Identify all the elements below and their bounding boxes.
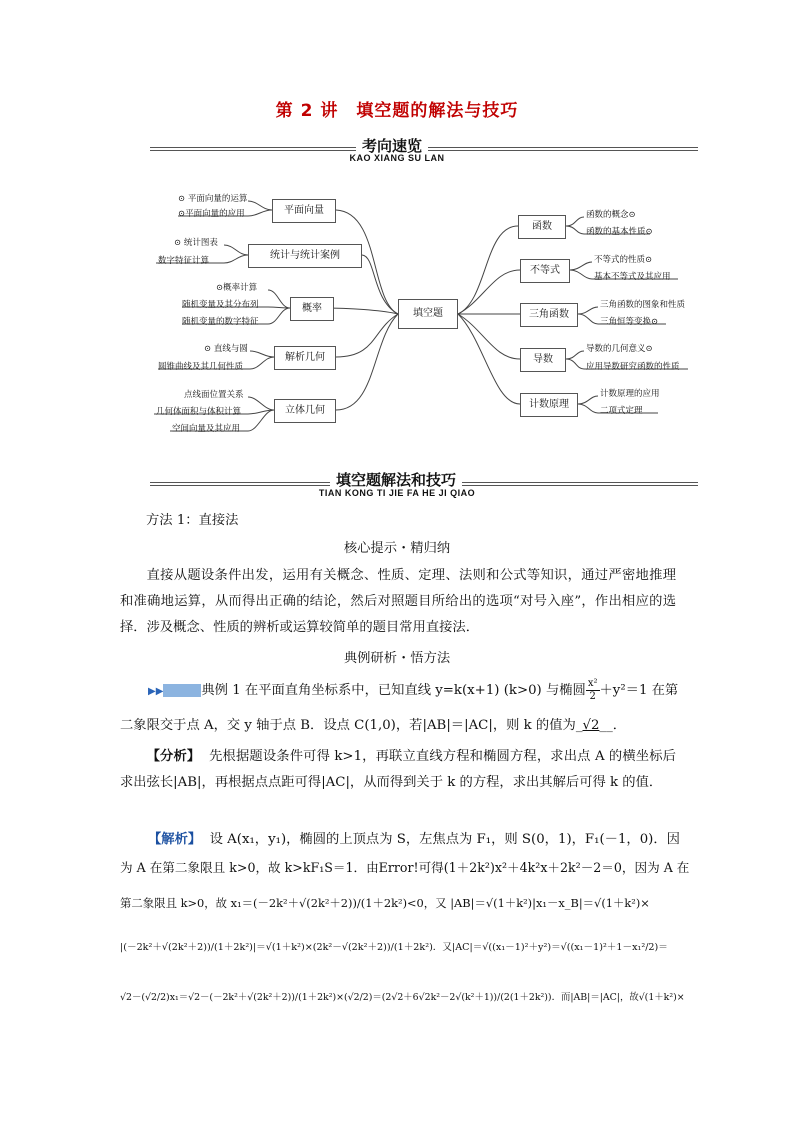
mindmap-leaf: 几何体面积与体积计算 <box>156 407 242 417</box>
mindmap-leaf: 点线面位置关系 <box>184 390 244 400</box>
solution-line-1: 【解析】 设 A(x₁，y₁)，椭圆的上顶点为 S，左焦点为 F₁，则 S(0，1)，F₁(－1，0)．因 <box>148 832 680 847</box>
solution-line-5: √2－(√2/2)x₁＝√2－(－2k²＋√(2k²＋2))/(1＋2k²)×(√2/2)＝(2√2＋6√2k²－2√(k²＋1))/(2(1＋2k²))．而|AB|＝|AC|，故√(1＋k²)× <box>120 992 685 1003</box>
mindmap-node-derivatives: 导数 <box>520 348 566 372</box>
mindmap-leaf: 函数的基本性质⊙ <box>586 227 653 237</box>
mindmap-node-analytic-geometry: 解析几何 <box>274 346 336 370</box>
mindmap-node-counting: 计数原理 <box>520 393 578 417</box>
mindmap-node-trig: 三角函数 <box>520 303 578 327</box>
section-subtitle: KAO XIANG SU LAN <box>349 153 445 163</box>
example-heading: 典例研析・悟方法 <box>343 651 451 666</box>
ellipse-fraction: $\frac{\text{x²}}{2}$ <box>587 678 598 702</box>
mindmap-leaf: 应用导数研究函数的性质 <box>586 362 680 372</box>
mindmap-node-functions: 函数 <box>518 215 566 239</box>
solution-line-4: |(－2k²＋√(2k²＋2))/(1＋2k²)|＝√(1＋k²)×(2k²－√(2k²＋2))/(1＋2k²)．又|AC|＝√((x₁－1)²＋y²)＝√((x₁－1)²＋1－x₁²/2)＝ <box>120 942 668 953</box>
solution-line-3: 第二象限且 k>0，故 x₁＝(－2k²＋√(2k²＋2))/(1＋2k²)<0，又 |AB|＝√(1＋k²)|x₁－x_B|＝√(1＋k²)× <box>120 896 650 910</box>
mindmap-leaf: 圆锥曲线及其几何性质 <box>158 362 244 372</box>
mindmap-leaf: 随机变量及其分布列 <box>182 300 259 310</box>
mindmap-leaf: 导数的几何意义⊙ <box>586 344 653 354</box>
mindmap-leaf: 基本不等式及其应用 <box>594 272 671 282</box>
analysis-paragraph: 【分析】 先根据题设条件可得 k>1，再联立直线方程和椭圆方程，求出点 A 的横坐标后求出弦长|AB|，再根据点点距可得|AC|，从而得到关于 k 的方程，求出其解后可得 k 的值． <box>120 749 676 790</box>
mindmap-node-statistics: 统计与统计案例 <box>248 244 362 268</box>
page-title: 第 2 讲 填空题的解法与技巧 <box>275 101 519 121</box>
mindmap-leaf: 计数原理的应用 <box>600 389 660 399</box>
mindmap-leaf: 不等式的性质⊙ <box>594 255 653 265</box>
example-line-2: 二象限交于点 A，交 y 轴于点 B．设点 C(1,0)，若|AB|＝|AC|，则 k 的值为_√2__． <box>120 718 627 733</box>
mindmap-leaf: 随机变量的数字特征 <box>182 317 259 327</box>
arrow-icon: ▶▶ <box>148 686 164 697</box>
section-title: 填空题解法和技巧 <box>330 469 462 490</box>
example-line-1: ▶▶ 典例 1 在平面直角坐标系中，已知直线 y=k(x+1) (k>0) 与椭圆 $\frac{\text{x²}}{2}$ ＋y²＝1 在第 <box>148 678 679 702</box>
mindmap-leaf: 数字特征计算 <box>158 256 210 266</box>
core-tip-heading: 核心提示・精归纳 <box>343 541 451 556</box>
mindmap-node-vectors: 平面向量 <box>272 199 336 223</box>
method-description: 直接从题设条件出发，运用有关概念、性质、定理、法则和公式等知识，通过严密地推理和准确地运算，从而得出正确的结论，然后对照题目所给出的选项“对号入座”，作出相应的选择．涉及概念、性质的辨析或运算较简单的题目常用直接法． <box>120 568 676 635</box>
mindmap-node-inequalities: 不等式 <box>520 259 570 283</box>
mindmap-leaf: 三角恒等变换⊙ <box>600 317 659 327</box>
solution-label: 【解析】 <box>148 832 202 847</box>
mindmap-leaf: ⊙概率计算 <box>216 283 258 293</box>
mindmap-center-node: 填空题 <box>398 299 458 329</box>
mindmap-node-probability: 概率 <box>290 297 334 321</box>
example-tag-box <box>163 684 201 697</box>
mindmap-leaf: ⊙平面向量的应用 <box>178 209 245 219</box>
mindmap-leaf: 空间向量及其应用 <box>172 424 241 434</box>
mindmap-leaf: ⊙ 直线与圆 <box>204 344 248 354</box>
mindmap-leaf: 三角函数的图象和性质 <box>600 300 686 310</box>
section-subtitle: TIAN KONG TI JIE FA HE JI QIAO <box>318 488 476 498</box>
analysis-label: 【分析】 <box>146 749 201 764</box>
method-heading: 方法 1：直接法 <box>146 513 239 528</box>
mindmap-leaf: 二项式定理 <box>600 406 643 416</box>
solution-line-2: 为 A 在第二象限且 k>0，故 k>kF₁S＝1．由Error!可得(1＋2k²)x²＋4k²x＋2k²－2＝0，因为 A 在 <box>120 860 690 875</box>
mindmap-leaf: ⊙ 平面向量的运算 <box>178 194 248 204</box>
section-title: 考向速览 <box>356 135 428 156</box>
example-answer: √2 <box>582 718 600 733</box>
mindmap-node-solid-geometry: 立体几何 <box>274 399 336 423</box>
mindmap-leaf: ⊙ 统计图表 <box>174 238 218 248</box>
mindmap-leaf: 函数的概念⊙ <box>586 210 636 220</box>
